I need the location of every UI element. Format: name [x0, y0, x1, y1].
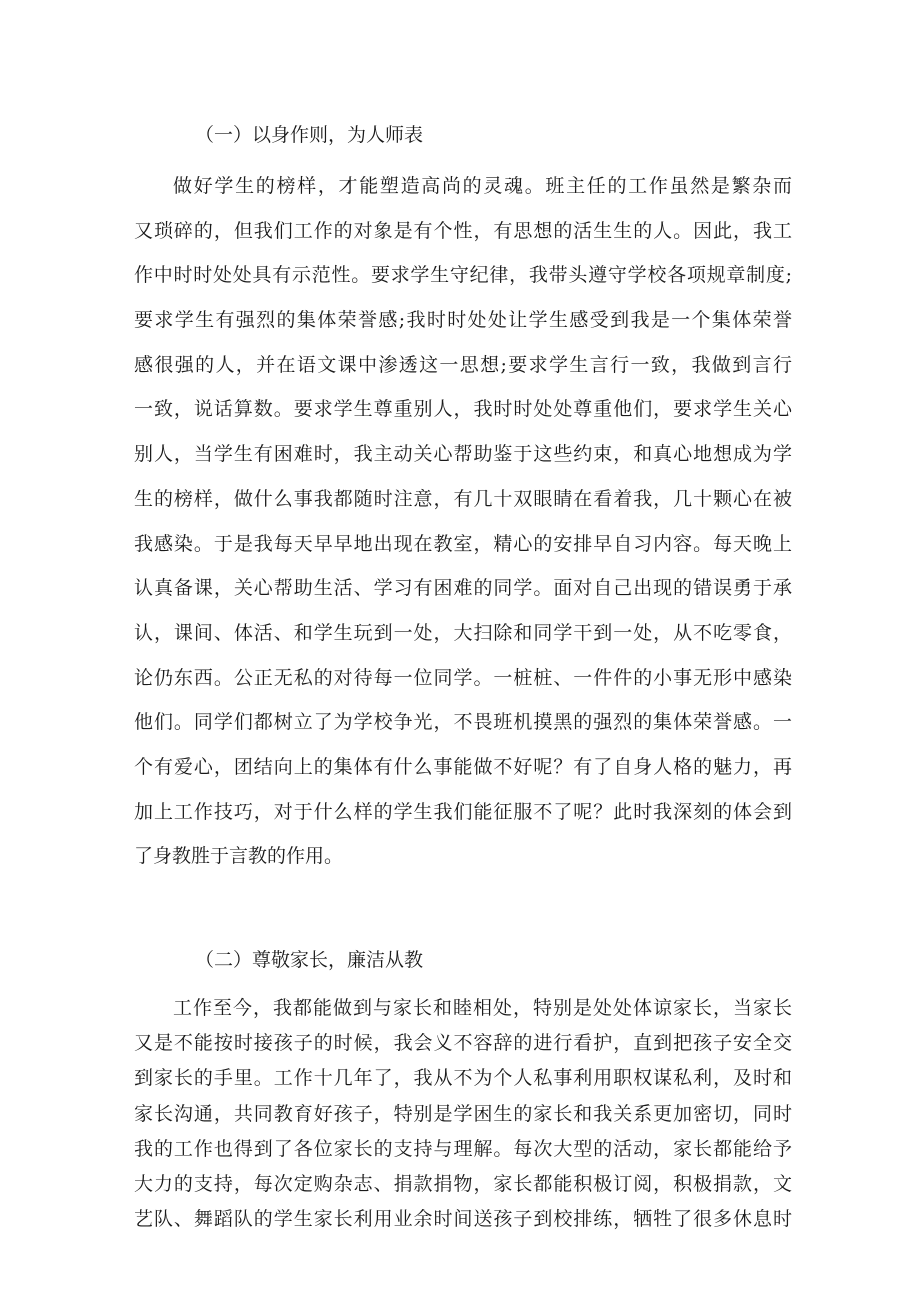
paragraph-line: 艺队、舞蹈队的学生家长利用业余时间送孩子到校排练，牺牲了很多休息时: [134, 1208, 792, 1231]
paragraph-line: 工作至今，我都能做到与家长和睦相处，特别是处处体谅家长，当家长: [173, 997, 792, 1019]
paragraph-line: 大力的支持，每次定购杂志、捐款捐物，家长都能积极订阅，积极捐款，文: [134, 1172, 792, 1195]
paragraph-line: 认，课间、体活、和学生玩到一处，大扫除和同学干到一处，从不吃零食，: [134, 621, 792, 644]
paragraph-line: 作中时时处处具有示范性。要求学生守纪律，我带头遵守学校各项规章制度;: [134, 264, 792, 287]
paragraph-line: 要求学生有强烈的集体荣誉感;我时时处处让学生感受到我是一个集体荣誉: [134, 309, 792, 332]
paragraph-line: 别人，当学生有困难时，我主动关心帮助鉴于这些约束，和真心地想成为学: [134, 443, 792, 466]
paragraph-line: 又琐碎的，但我们工作的对象是有个性，有思想的活生生的人。因此，我工: [134, 219, 792, 242]
paragraph-line: 生的榜样，做什么事我都随时注意，有几十双眼睛在看着我，几十颗心在被: [134, 487, 792, 510]
section-heading-1: （一）以身作则，为人师表: [195, 124, 424, 146]
paragraph-line: 加上工作技巧，对于什么样的学生我们能征服不了呢？此时我深刻的体会到: [134, 800, 792, 823]
paragraph-line: 我的工作也得到了各位家长的支持与理解。每次大型的活动，家长都能给予: [134, 1137, 792, 1160]
paragraph-line: 我感染。于是我每天早早地出现在教室，精心的安排早自习内容。每天晚上: [134, 532, 792, 555]
paragraph-line: 认真备课，关心帮助生活、学习有困难的同学。面对自己出现的错误勇于承: [134, 577, 792, 600]
section-heading-2: （二）尊敬家长，廉洁从教: [195, 949, 424, 971]
section-body-2: [134, 993, 792, 1239]
paragraph-line: 做好学生的榜样，才能塑造高尚的灵魂。班主任的工作虽然是繁杂而: [173, 175, 792, 197]
paragraph-line: 他们。同学们都树立了为学校争光，不畏班机摸黑的强烈的集体荣誉感。一: [134, 711, 792, 734]
paragraph-line: 了身教胜于言教的作用。: [134, 845, 344, 868]
paragraph-line: 又是不能按时接孩子的时候，我会义不容辞的进行看护，直到把孩子安全交: [134, 1032, 792, 1055]
paragraph-line: 到家长的手里。工作十几年了，我从不为个人私事利用职权谋私利，及时和: [134, 1067, 792, 1090]
paragraph-line: 论仍东西。公正无私的对待每一位同学。一桩桩、一件件的小事无形中感染: [134, 666, 792, 689]
paragraph-line: 一致，说话算数。要求学生尊重别人，我时时处处尊重他们，要求学生关心: [134, 398, 792, 421]
paragraph-line: 家长沟通，共同教育好孩子，特别是学困生的家长和我关系更加密切，同时: [134, 1102, 792, 1125]
paragraph-line: 感很强的人，并在语文课中渗透这一思想;要求学生言行一致，我做到言行: [134, 353, 792, 376]
section-body-1: [134, 171, 792, 886]
paragraph-line: 个有爱心，团结向上的集体有什么事能做不好呢？有了自身人格的魅力，再: [134, 755, 792, 778]
